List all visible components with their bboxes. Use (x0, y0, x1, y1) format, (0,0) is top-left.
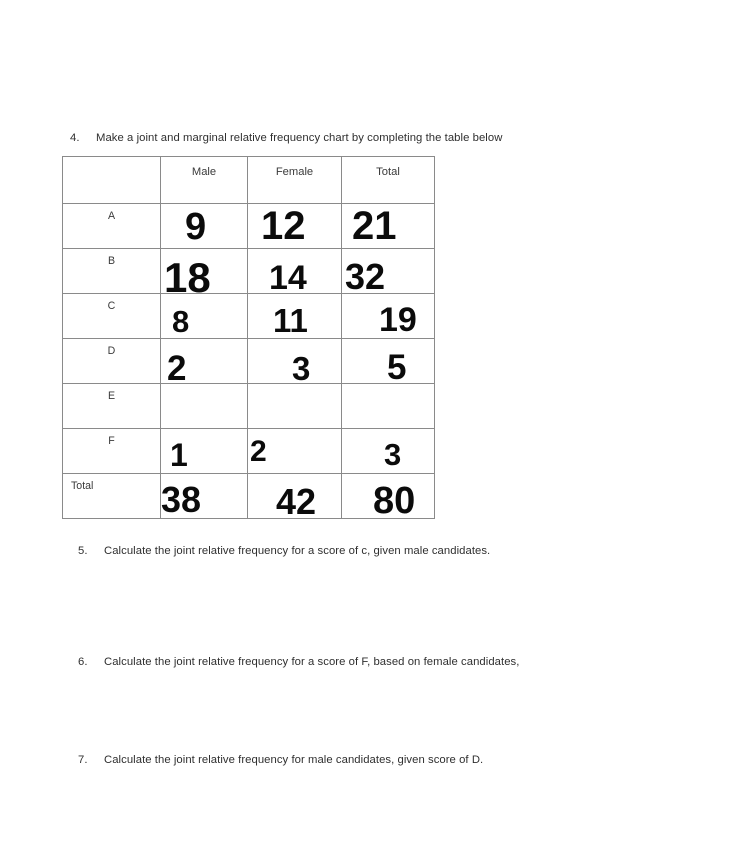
row-label-cell-total (63, 474, 161, 519)
cell-c-total[interactable] (342, 294, 435, 339)
question-4-text: Make a joint and marginal relative frequency chart by completing the table below (96, 132, 503, 144)
question-4 (70, 131, 502, 146)
cell-e-total[interactable] (342, 384, 435, 429)
row-label-a: A (107, 210, 116, 222)
cell-f-female[interactable] (248, 429, 342, 474)
value-total-total: 80 (373, 480, 416, 522)
row-label-cell-c (63, 294, 161, 339)
value-f-total: 3 (384, 437, 402, 472)
row-label-e: E (107, 390, 116, 402)
value-c-total: 19 (379, 301, 417, 339)
corner-label (63, 157, 160, 166)
value-c-female: 11 (273, 302, 308, 339)
row-label-cell-b (63, 249, 161, 294)
cell-c-male[interactable] (161, 294, 248, 339)
row-label-d: D (107, 345, 116, 357)
row-label-cell-a (63, 204, 161, 249)
header-cell-total (342, 157, 435, 204)
table-row (63, 474, 435, 519)
frequency-table-container (62, 156, 434, 522)
frequency-table (62, 156, 435, 522)
value-f-female: 2 (250, 435, 267, 468)
cell-c-female[interactable] (248, 294, 342, 339)
value-a-male: 9 (185, 206, 207, 248)
question-6-text: Calculate the joint relative frequency for a score of F, based on female candidates, (104, 656, 520, 668)
question-7 (78, 753, 483, 768)
cell-total-total[interactable] (342, 474, 435, 522)
row-label-total: Total (71, 480, 94, 492)
cell-d-male[interactable] (161, 339, 248, 388)
table-header-row (63, 157, 435, 204)
question-4-number: 4. (70, 132, 80, 144)
value-b-total: 32 (345, 256, 386, 297)
value-f-male: 1 (170, 437, 188, 473)
value-a-total: 21 (352, 204, 397, 248)
value-b-female: 14 (269, 259, 307, 297)
question-7-text: Calculate the joint relative frequency for male candidates, given score of D. (104, 754, 484, 766)
row-label-f: F (108, 435, 115, 447)
cell-f-male[interactable] (161, 429, 248, 474)
value-d-total: 5 (387, 348, 407, 387)
value-d-female: 3 (292, 350, 311, 387)
question-7-number: 7. (78, 754, 88, 766)
cell-f-total[interactable] (342, 429, 435, 474)
table-row (63, 294, 435, 339)
row-label-cell-f (63, 429, 161, 474)
cell-b-female[interactable] (248, 249, 342, 297)
question-5-number: 5. (78, 545, 88, 557)
value-c-male: 8 (172, 304, 190, 339)
cell-a-total[interactable] (342, 204, 435, 249)
header-label-male: Male (191, 166, 217, 178)
cell-b-total[interactable] (342, 249, 435, 297)
cell-d-female[interactable] (248, 339, 342, 387)
question-5-text: Calculate the joint relative frequency for a score of c, given male candidates. (104, 545, 491, 557)
cell-a-female[interactable] (248, 204, 342, 249)
value-a-female: 12 (261, 204, 306, 248)
cell-total-male[interactable] (161, 474, 248, 519)
row-label-cell-e (63, 384, 161, 429)
header-cell-female (248, 157, 342, 204)
cell-b-male[interactable] (161, 249, 248, 301)
value-total-female: 42 (276, 481, 317, 522)
question-6-number: 6. (78, 656, 88, 668)
value-total-male: 38 (161, 479, 202, 520)
cell-total-female[interactable] (248, 474, 342, 522)
question-5 (78, 544, 490, 559)
row-label-c: C (107, 300, 116, 312)
header-cell-corner (63, 157, 161, 204)
value-d-male: 2 (167, 349, 187, 388)
question-6 (78, 655, 519, 670)
table-row (63, 204, 435, 249)
cell-e-female[interactable] (248, 384, 342, 429)
value-b-male: 18 (164, 254, 211, 301)
cell-a-male[interactable] (161, 204, 248, 249)
row-label-b: B (107, 255, 116, 267)
table-row (63, 339, 435, 384)
header-label-female: Female (275, 166, 314, 178)
row-label-cell-d (63, 339, 161, 384)
cell-d-total[interactable] (342, 339, 435, 387)
cell-e-male[interactable] (161, 384, 248, 429)
header-label-total: Total (376, 166, 400, 178)
table-row (63, 384, 435, 429)
header-cell-male (161, 157, 248, 204)
table-row (63, 429, 435, 474)
table-row (63, 249, 435, 294)
